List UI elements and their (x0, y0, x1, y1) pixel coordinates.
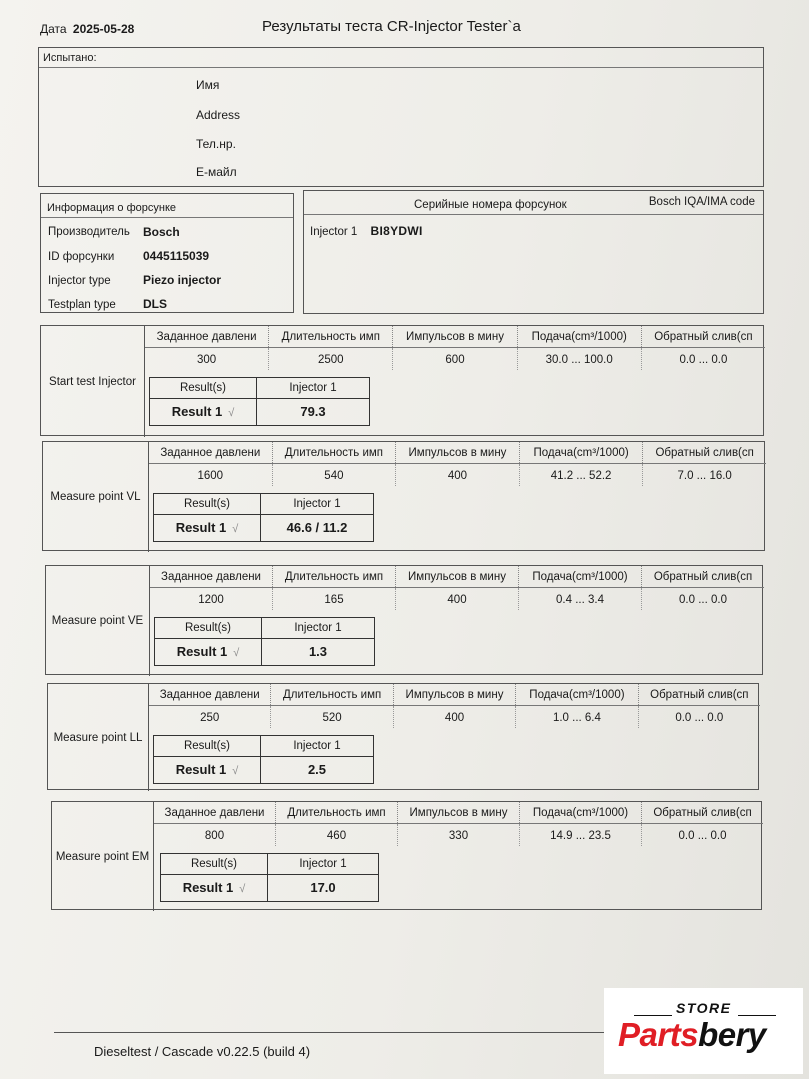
result-table (149, 377, 370, 426)
result-header-label: Result(s) (161, 854, 268, 874)
result-header-row (150, 378, 369, 399)
serial-heading-row (304, 191, 763, 215)
test-block-measure-point-vl (42, 441, 765, 551)
injector-info-section (40, 193, 294, 313)
result-value: 46.6 / 11.2 (286, 520, 348, 535)
injector-info-heading: Информация о форсунке (41, 194, 293, 218)
result-header-label: Result(s) (155, 618, 262, 638)
column-header: Подача(cm³/1000) (519, 566, 642, 587)
test-block-measure-point-ve (45, 565, 763, 675)
footer-divider (54, 1032, 610, 1033)
column-header: Обратный слив(cп (650, 689, 749, 701)
date-label: Дата (40, 22, 67, 36)
address-field-label: Address (196, 108, 241, 122)
test-parameter-values (150, 588, 764, 610)
result-row-label: Result 1 (175, 762, 227, 777)
check-icon: √ (232, 765, 239, 777)
test-block-measure-point-ll (47, 683, 759, 790)
column-header: Заданное давлени (150, 566, 273, 587)
column-header: Подача(cm³/1000) (520, 802, 642, 823)
column-header: Обратный слив(cп (653, 807, 752, 819)
parameter-value: 1200 (150, 588, 273, 610)
column-header: Длительность имп (273, 566, 396, 587)
result-value-row (154, 757, 373, 783)
injector-type-value: Piezo injector (143, 273, 222, 287)
column-header: Длительность имп (269, 326, 393, 347)
parameter-value: 2500 (269, 348, 393, 370)
result-value: 2.5 (307, 762, 327, 777)
column-header: Подача(cm³/1000) (520, 442, 644, 463)
test-column-headers (149, 684, 760, 706)
tested-heading: Испытано: (39, 48, 763, 68)
column-header: Импульсов в мину (398, 802, 520, 823)
result-row-label: Result 1 (175, 520, 227, 535)
test-column-headers (149, 442, 766, 464)
column-header: Длительность имп (271, 684, 393, 705)
check-icon: √ (228, 407, 235, 419)
parameter-value: 1600 (149, 464, 273, 486)
test-column-headers (154, 802, 763, 824)
result-table (154, 617, 375, 666)
date-value: 2025-05-28 (72, 22, 135, 36)
parameter-value: 600 (393, 348, 517, 370)
date-line (40, 22, 134, 36)
logo-store-text: STORE (676, 1000, 732, 1016)
result-row-label-cell (161, 875, 268, 901)
partsbery-logo (604, 988, 803, 1074)
parameter-value: 400 (396, 464, 520, 486)
test-block-start-test-injector (40, 325, 764, 436)
result-header-injector: Injector 1 (293, 498, 341, 510)
column-header: Заданное давлени (154, 802, 276, 823)
result-value: 79.3 (300, 404, 326, 419)
column-header: Обратный слив(cп (654, 331, 753, 343)
parameter-value: 30.0 ... 100.0 (518, 348, 642, 370)
test-parameter-values (149, 464, 766, 486)
result-row-label-cell (155, 639, 262, 665)
column-header: Длительность имп (273, 442, 397, 463)
injector-id-label: ID форсунки (48, 251, 115, 263)
check-icon: √ (232, 523, 239, 535)
logo-brand-red: Parts (618, 1016, 699, 1053)
result-header-row (154, 494, 373, 515)
check-icon: √ (233, 647, 240, 659)
result-value-row (150, 399, 369, 425)
column-header: Импульсов в мину (394, 684, 516, 705)
check-icon: √ (239, 883, 246, 895)
testplan-type-label: Testplan type (48, 299, 116, 311)
name-field-label: Имя (196, 78, 220, 92)
result-header-row (161, 854, 378, 875)
parameter-value: 14.9 ... 23.5 (520, 824, 642, 846)
parameter-value: 0.0 ... 0.0 (678, 830, 727, 842)
serial-injector-code: BI8YDWI (370, 224, 423, 238)
parameter-value: 1.0 ... 6.4 (516, 706, 638, 728)
column-header: Заданное давлени (149, 684, 271, 705)
result-value-row (155, 639, 374, 665)
parameter-value: 0.4 ... 3.4 (519, 588, 642, 610)
result-value-row (161, 875, 378, 901)
test-parameter-values (154, 824, 763, 846)
column-header: Импульсов в мину (396, 566, 519, 587)
result-row-label-cell (154, 515, 261, 541)
logo-brand-black: bery (698, 1016, 766, 1053)
parameter-value: 250 (149, 706, 271, 728)
test-column-headers (145, 326, 765, 348)
test-name: Start test Injector (41, 326, 145, 437)
result-table (153, 735, 374, 784)
parameter-value: 540 (273, 464, 397, 486)
result-row-label-cell (150, 399, 257, 425)
result-header-injector: Injector 1 (294, 622, 342, 634)
column-header: Импульсов в мину (396, 442, 520, 463)
result-header-label: Result(s) (154, 736, 261, 756)
column-header: Заданное давлени (145, 326, 269, 347)
manufacturer-label: Производитель (48, 226, 130, 238)
result-header-label: Result(s) (154, 494, 261, 514)
result-value-row (154, 515, 373, 541)
parameter-value: 400 (396, 588, 519, 610)
parameter-value: 165 (273, 588, 396, 610)
column-header: Заданное давлени (149, 442, 273, 463)
result-value: 17.0 (310, 880, 336, 895)
test-parameter-values (145, 348, 765, 370)
parameter-value: 460 (276, 824, 398, 846)
parameter-value: 400 (394, 706, 516, 728)
test-column-headers (150, 566, 764, 588)
result-table (160, 853, 379, 902)
logo-brand-text (618, 1016, 766, 1054)
parameter-value: 0.0 ... 0.0 (675, 712, 724, 724)
column-header: Обратный слив(cп (653, 571, 753, 583)
serial-numbers-section (303, 190, 764, 314)
injector-id-value: 0445115039 (143, 249, 210, 263)
test-block-measure-point-em (51, 801, 762, 910)
column-header: Длительность имп (276, 802, 398, 823)
result-header-injector: Injector 1 (299, 858, 347, 870)
parameter-value: 0.0 ... 0.0 (679, 354, 728, 366)
parameter-value: 800 (154, 824, 276, 846)
result-header-injector: Injector 1 (293, 740, 341, 752)
column-header: Подача(cm³/1000) (518, 326, 642, 347)
test-name: Measure point VL (43, 442, 149, 552)
result-value: 1.3 (308, 644, 328, 659)
result-header-injector: Injector 1 (289, 382, 337, 394)
serial-injector-label: Injector 1 (310, 226, 358, 238)
parameter-value: 330 (398, 824, 520, 846)
column-header: Подача(cm³/1000) (516, 684, 638, 705)
footer-version: Dieseltest / Cascade v0.22.5 (build 4) (94, 1044, 311, 1059)
result-row-label-cell (154, 757, 261, 783)
result-row-label: Result 1 (182, 880, 234, 895)
result-row-label: Result 1 (176, 644, 228, 659)
serial-heading: Серийные номера форсунок (414, 199, 567, 211)
document-title: Результаты теста CR-Injector Tester`a (262, 18, 521, 35)
result-header-row (154, 736, 373, 757)
result-header-label: Result(s) (150, 378, 257, 398)
serial-injector-row (310, 224, 423, 238)
parameter-value: 300 (145, 348, 269, 370)
email-field-label: Е-майл (196, 165, 237, 179)
iqa-code-heading: Bosch IQA/IMA code (648, 196, 755, 208)
result-table (153, 493, 374, 542)
test-name: Measure point LL (48, 684, 149, 791)
test-parameter-values (149, 706, 760, 728)
parameter-value: 520 (271, 706, 393, 728)
test-name: Measure point EM (52, 802, 154, 911)
testplan-type-value: DLS (143, 297, 167, 311)
column-header: Обратный слив(cп (655, 447, 754, 459)
tested-section (38, 47, 764, 187)
manufacturer-value: Bosch (143, 225, 180, 239)
result-row-label: Result 1 (171, 404, 223, 419)
result-header-row (155, 618, 374, 639)
injector-type-label: Injector type (48, 275, 111, 287)
test-name: Measure point VE (46, 566, 150, 676)
parameter-value: 41.2 ... 52.2 (520, 464, 644, 486)
parameter-value: 7.0 ... 16.0 (677, 470, 732, 482)
phone-field-label: Тел.нр. (196, 137, 236, 151)
column-header: Импульсов в мину (393, 326, 517, 347)
parameter-value: 0.0 ... 0.0 (679, 594, 727, 606)
